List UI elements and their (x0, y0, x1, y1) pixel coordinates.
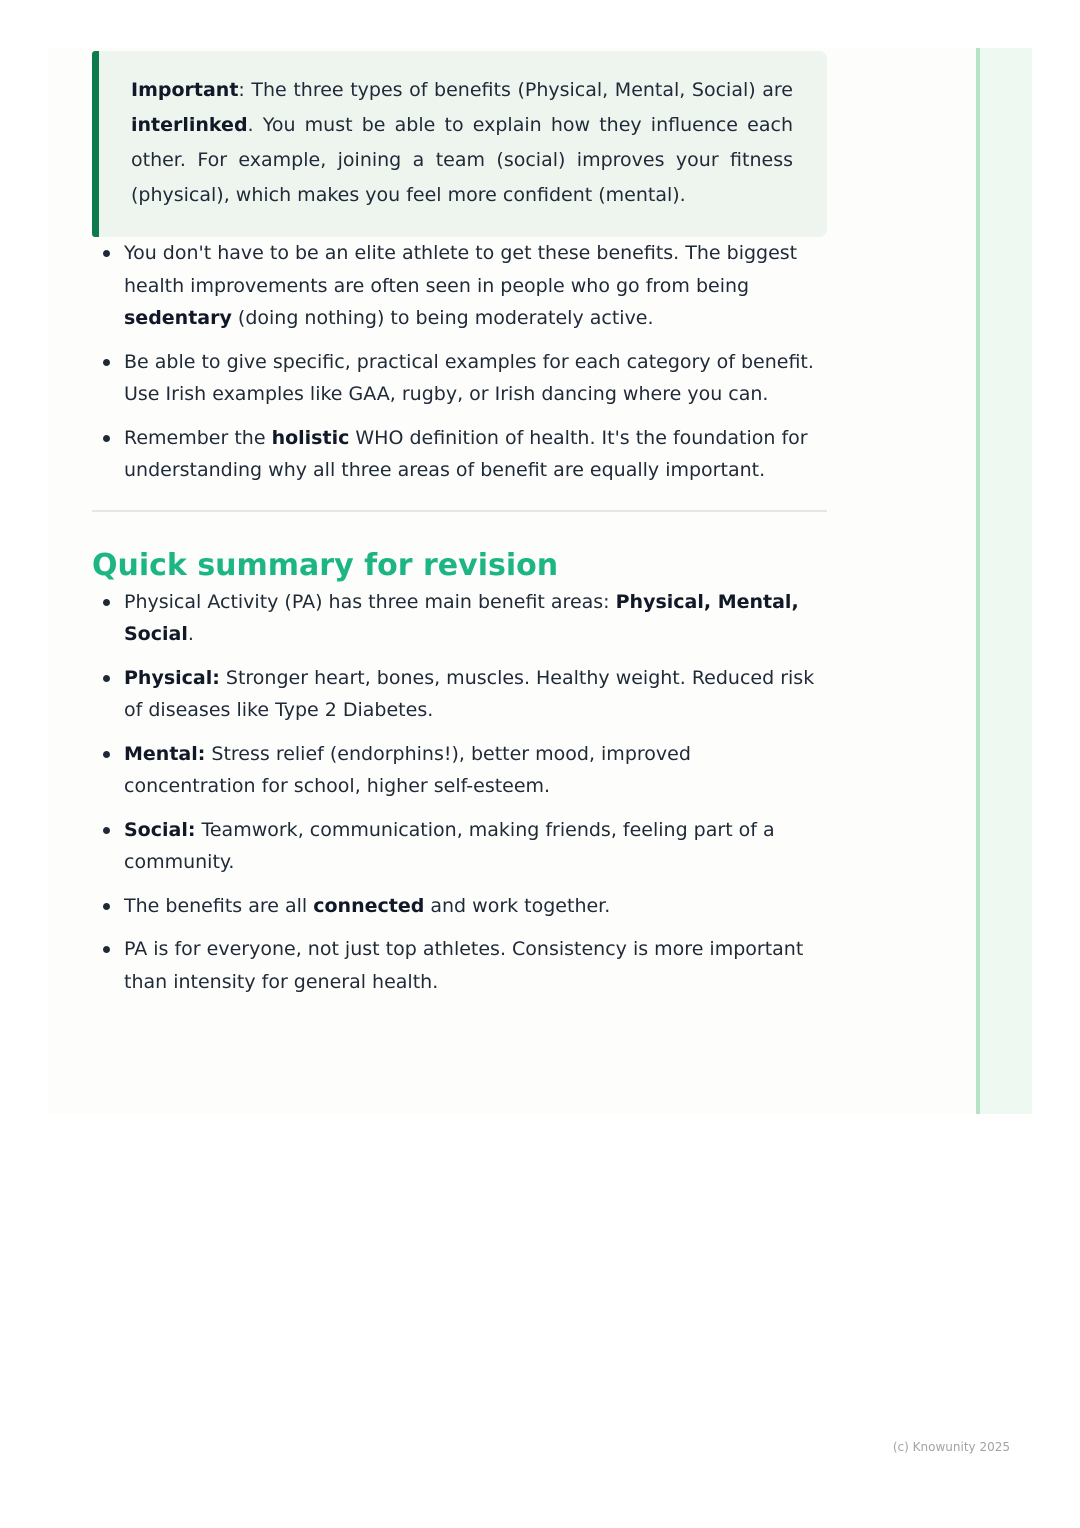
list-item (124, 586, 827, 651)
tip-text: You don't have to be an elite athlete to get these benefits. The biggest health improvements are often seen in people who go from being (124, 242, 798, 297)
summary-text: PA is for everyone, not just top athletes. Consistency is more important than intensity for general health. (124, 938, 804, 993)
summary-strong: Physical: (124, 666, 220, 689)
tip-text: (doing nothing) to being moderately active. (231, 307, 654, 329)
callout-text-2: . You must be able to explain how they influence each other. For example, joining a team (social) improves your fitness (physical), which makes you feel more confident (mental). (131, 114, 793, 206)
summary-strong: Physical, Mental, Social (124, 590, 799, 645)
important-callout (92, 51, 827, 237)
summary-text: and work together. (424, 894, 611, 917)
section-title: Quick summary for revision (92, 547, 559, 583)
tip-text: WHO definition of health. It's the foundation for understanding why all three areas of benefit are equally important. (124, 426, 808, 481)
list-item (124, 738, 827, 803)
list-item (124, 237, 827, 335)
summary-strong: Social: (124, 818, 196, 841)
summary-list (92, 586, 827, 999)
document-content (92, 51, 827, 1009)
tip-text: Remember the (124, 426, 272, 449)
summary-strong: connected (313, 894, 425, 917)
list-item (124, 346, 827, 411)
tip-strong: sedentary (124, 307, 232, 329)
list-item (124, 662, 827, 727)
summary-text: Stress relief (endorphins!), better mood, improved concentration for school, higher self-esteem. (124, 742, 691, 797)
tip-text: Be able to give specific, practical examples for each category of benefit. Use Irish examples like GAA, rugby, or Irish dancing where you can. (124, 350, 814, 405)
callout-lead: Important (131, 79, 239, 101)
summary-text: The benefits are all (124, 894, 314, 917)
list-item (124, 933, 827, 998)
list-item (124, 890, 827, 923)
summary-text: Stronger heart, bones, muscles. Healthy weight. Reduced risk of diseases like Type 2 Diabetes. (124, 666, 815, 721)
callout-text-1: : The three types of benefits (Physical, Mental, Social) are (238, 79, 793, 101)
summary-text: Physical Activity (PA) has three main benefit areas: (124, 590, 616, 613)
section-divider (92, 510, 827, 512)
callout-strong: interlinked (131, 114, 248, 136)
summary-text: . (187, 623, 194, 645)
copyright-footer: (c) Knowunity 2025 (892, 1440, 1010, 1454)
list-item (124, 814, 827, 879)
tip-strong: holistic (271, 426, 350, 449)
tips-list (92, 237, 827, 487)
summary-strong: Mental: (124, 742, 206, 765)
summary-text: Teamwork, communication, making friends, feeling part of a community. (124, 818, 775, 873)
list-item (124, 422, 827, 487)
side-rail (976, 48, 1032, 1114)
